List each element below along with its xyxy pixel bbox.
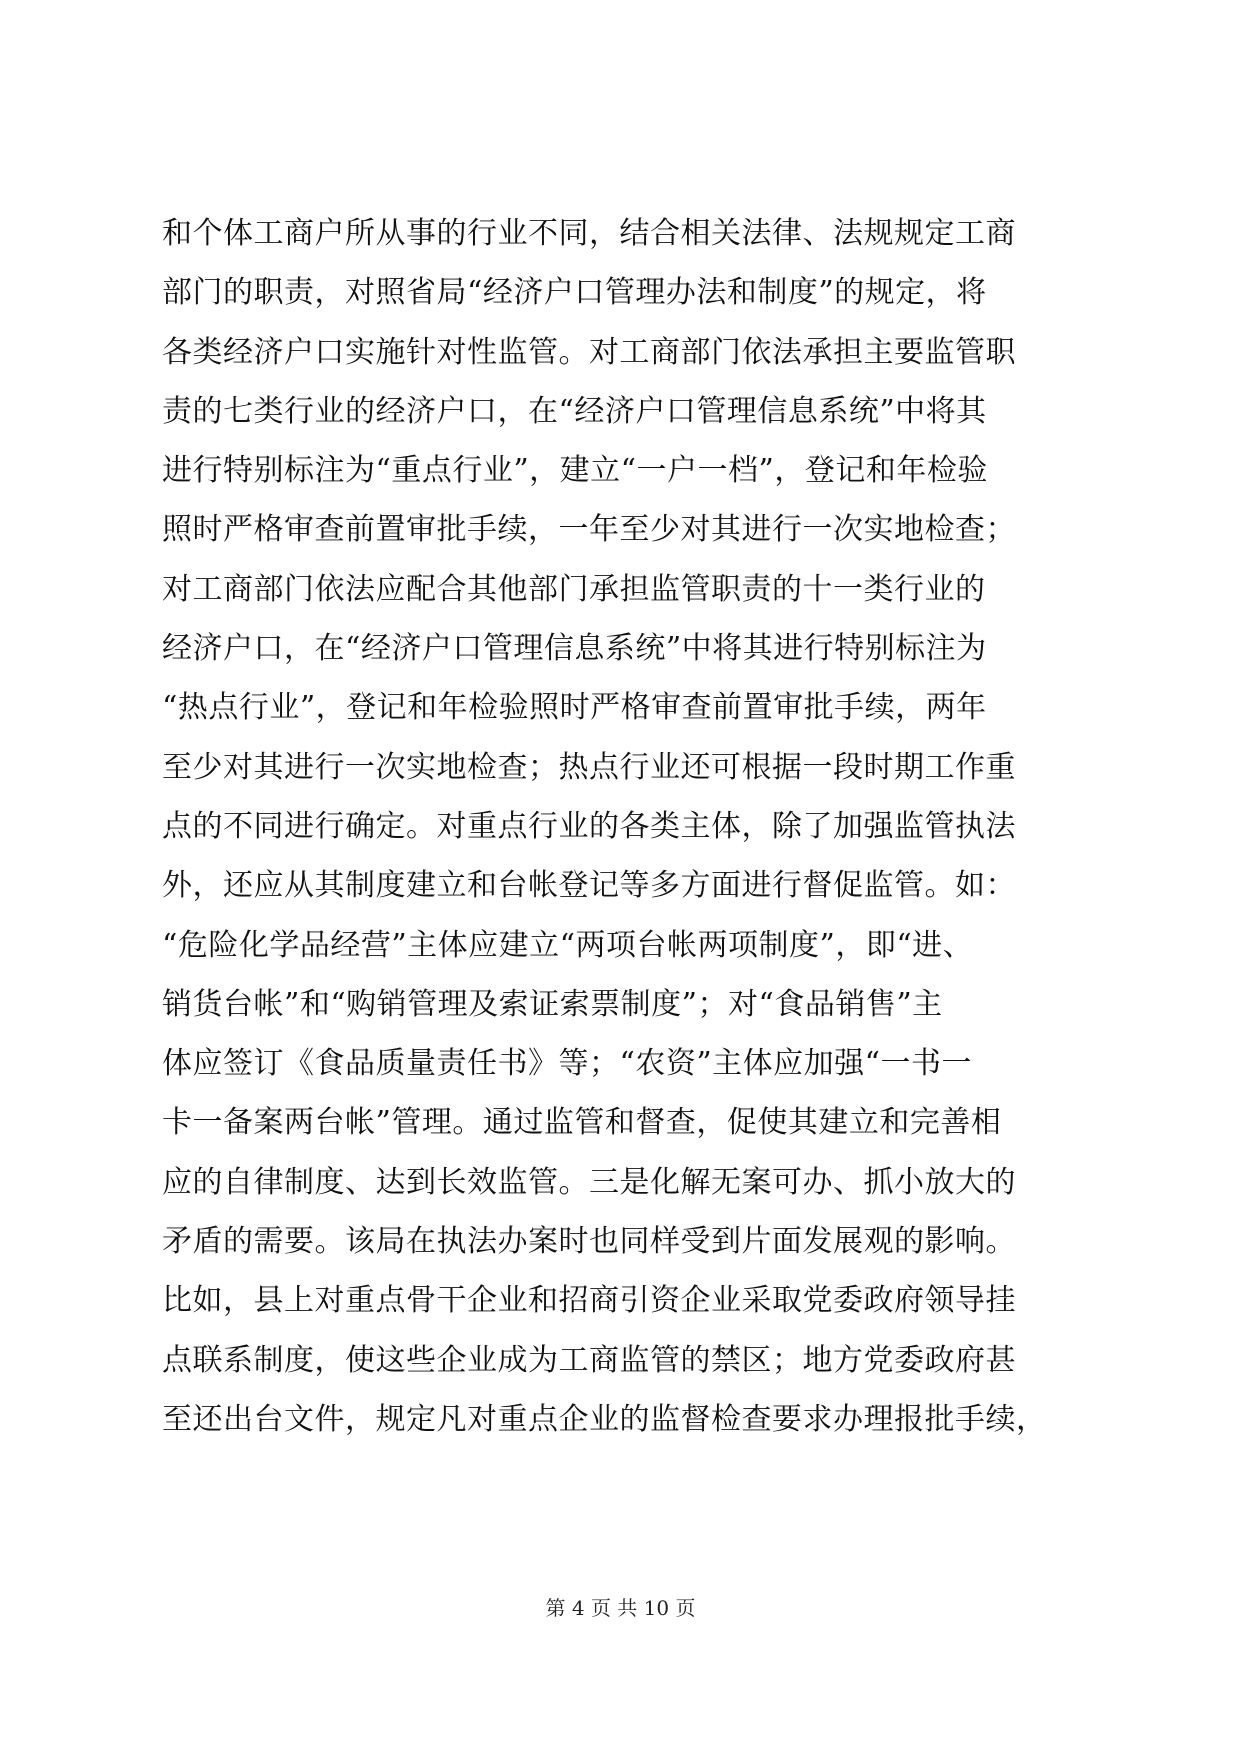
- text-line: 进行特别标注为“重点行业”，建立“一户一档”，登记和年检验: [162, 453, 988, 489]
- text-line: 矛盾的需要。该局在执法办案时也同样受到片面发展观的影响。: [162, 1224, 1016, 1260]
- text-line: 卡一备案两台帐”管理。通过监管和督查，促使其建立和完善相: [162, 1105, 1002, 1141]
- text-line: “热点行业”，登记和年检验照时严格审查前置审批手续，两年: [162, 690, 987, 726]
- text-line: 至还出台文件，规定凡对重点企业的监督检查要求办理报批手续，: [162, 1401, 1047, 1437]
- text-line: 体应签订《食品质量责任书》等；“农资”主体应加强“一书一: [162, 1046, 973, 1082]
- text-line: 点的不同进行确定。对重点行业的各类主体，除了加强监管执法: [162, 808, 1016, 844]
- text-line: 部门的职责，对照省局“经济户口管理办法和制度”的规定，将: [162, 275, 987, 311]
- text-line: 应的自律制度、达到长效监管。三是化解无案可办、抓小放大的: [162, 1164, 1016, 1200]
- text-line: 责的七类行业的经济户口，在“经济户口管理信息系统”中将其: [162, 393, 987, 429]
- text-line: 经济户口，在“经济户口管理信息系统”中将其进行特别标注为: [162, 631, 987, 667]
- page-number-footer: 第 4 页 共 10 页: [545, 1596, 696, 1620]
- body-text: [162, 204, 1082, 1449]
- text-line: 销货台帐”和“购销管理及索证索票制度”；对“食品销售”主: [162, 986, 943, 1022]
- text-line: 比如，县上对重点骨干企业和招商引资企业采取党委政府领导挂: [162, 1283, 1016, 1319]
- text-line: 对工商部门依法应配合其他部门承担监管职责的十一类行业的: [162, 571, 986, 607]
- text-line: 点联系制度，使这些企业成为工商监管的禁区；地方党委政府甚: [162, 1342, 1016, 1378]
- text-line: 和个体工商户所从事的行业不同，结合相关法律、法规规定工商: [162, 216, 1016, 251]
- text-line: 外，还应从其制度建立和台帐登记等多方面进行督促监管。如：: [162, 868, 1016, 904]
- text-line: 照时严格审查前置审批手续，一年至少对其进行一次实地检查；: [162, 512, 1016, 548]
- text-line: 至少对其进行一次实地检查；热点行业还可根据一段时期工作重: [162, 749, 1016, 785]
- text-line: 各类经济户口实施针对性监管。对工商部门依法承担主要监管职: [162, 334, 1016, 370]
- text-line: “危险化学品经营”主体应建立“两项台帐两项制度”，即“进、: [162, 927, 974, 963]
